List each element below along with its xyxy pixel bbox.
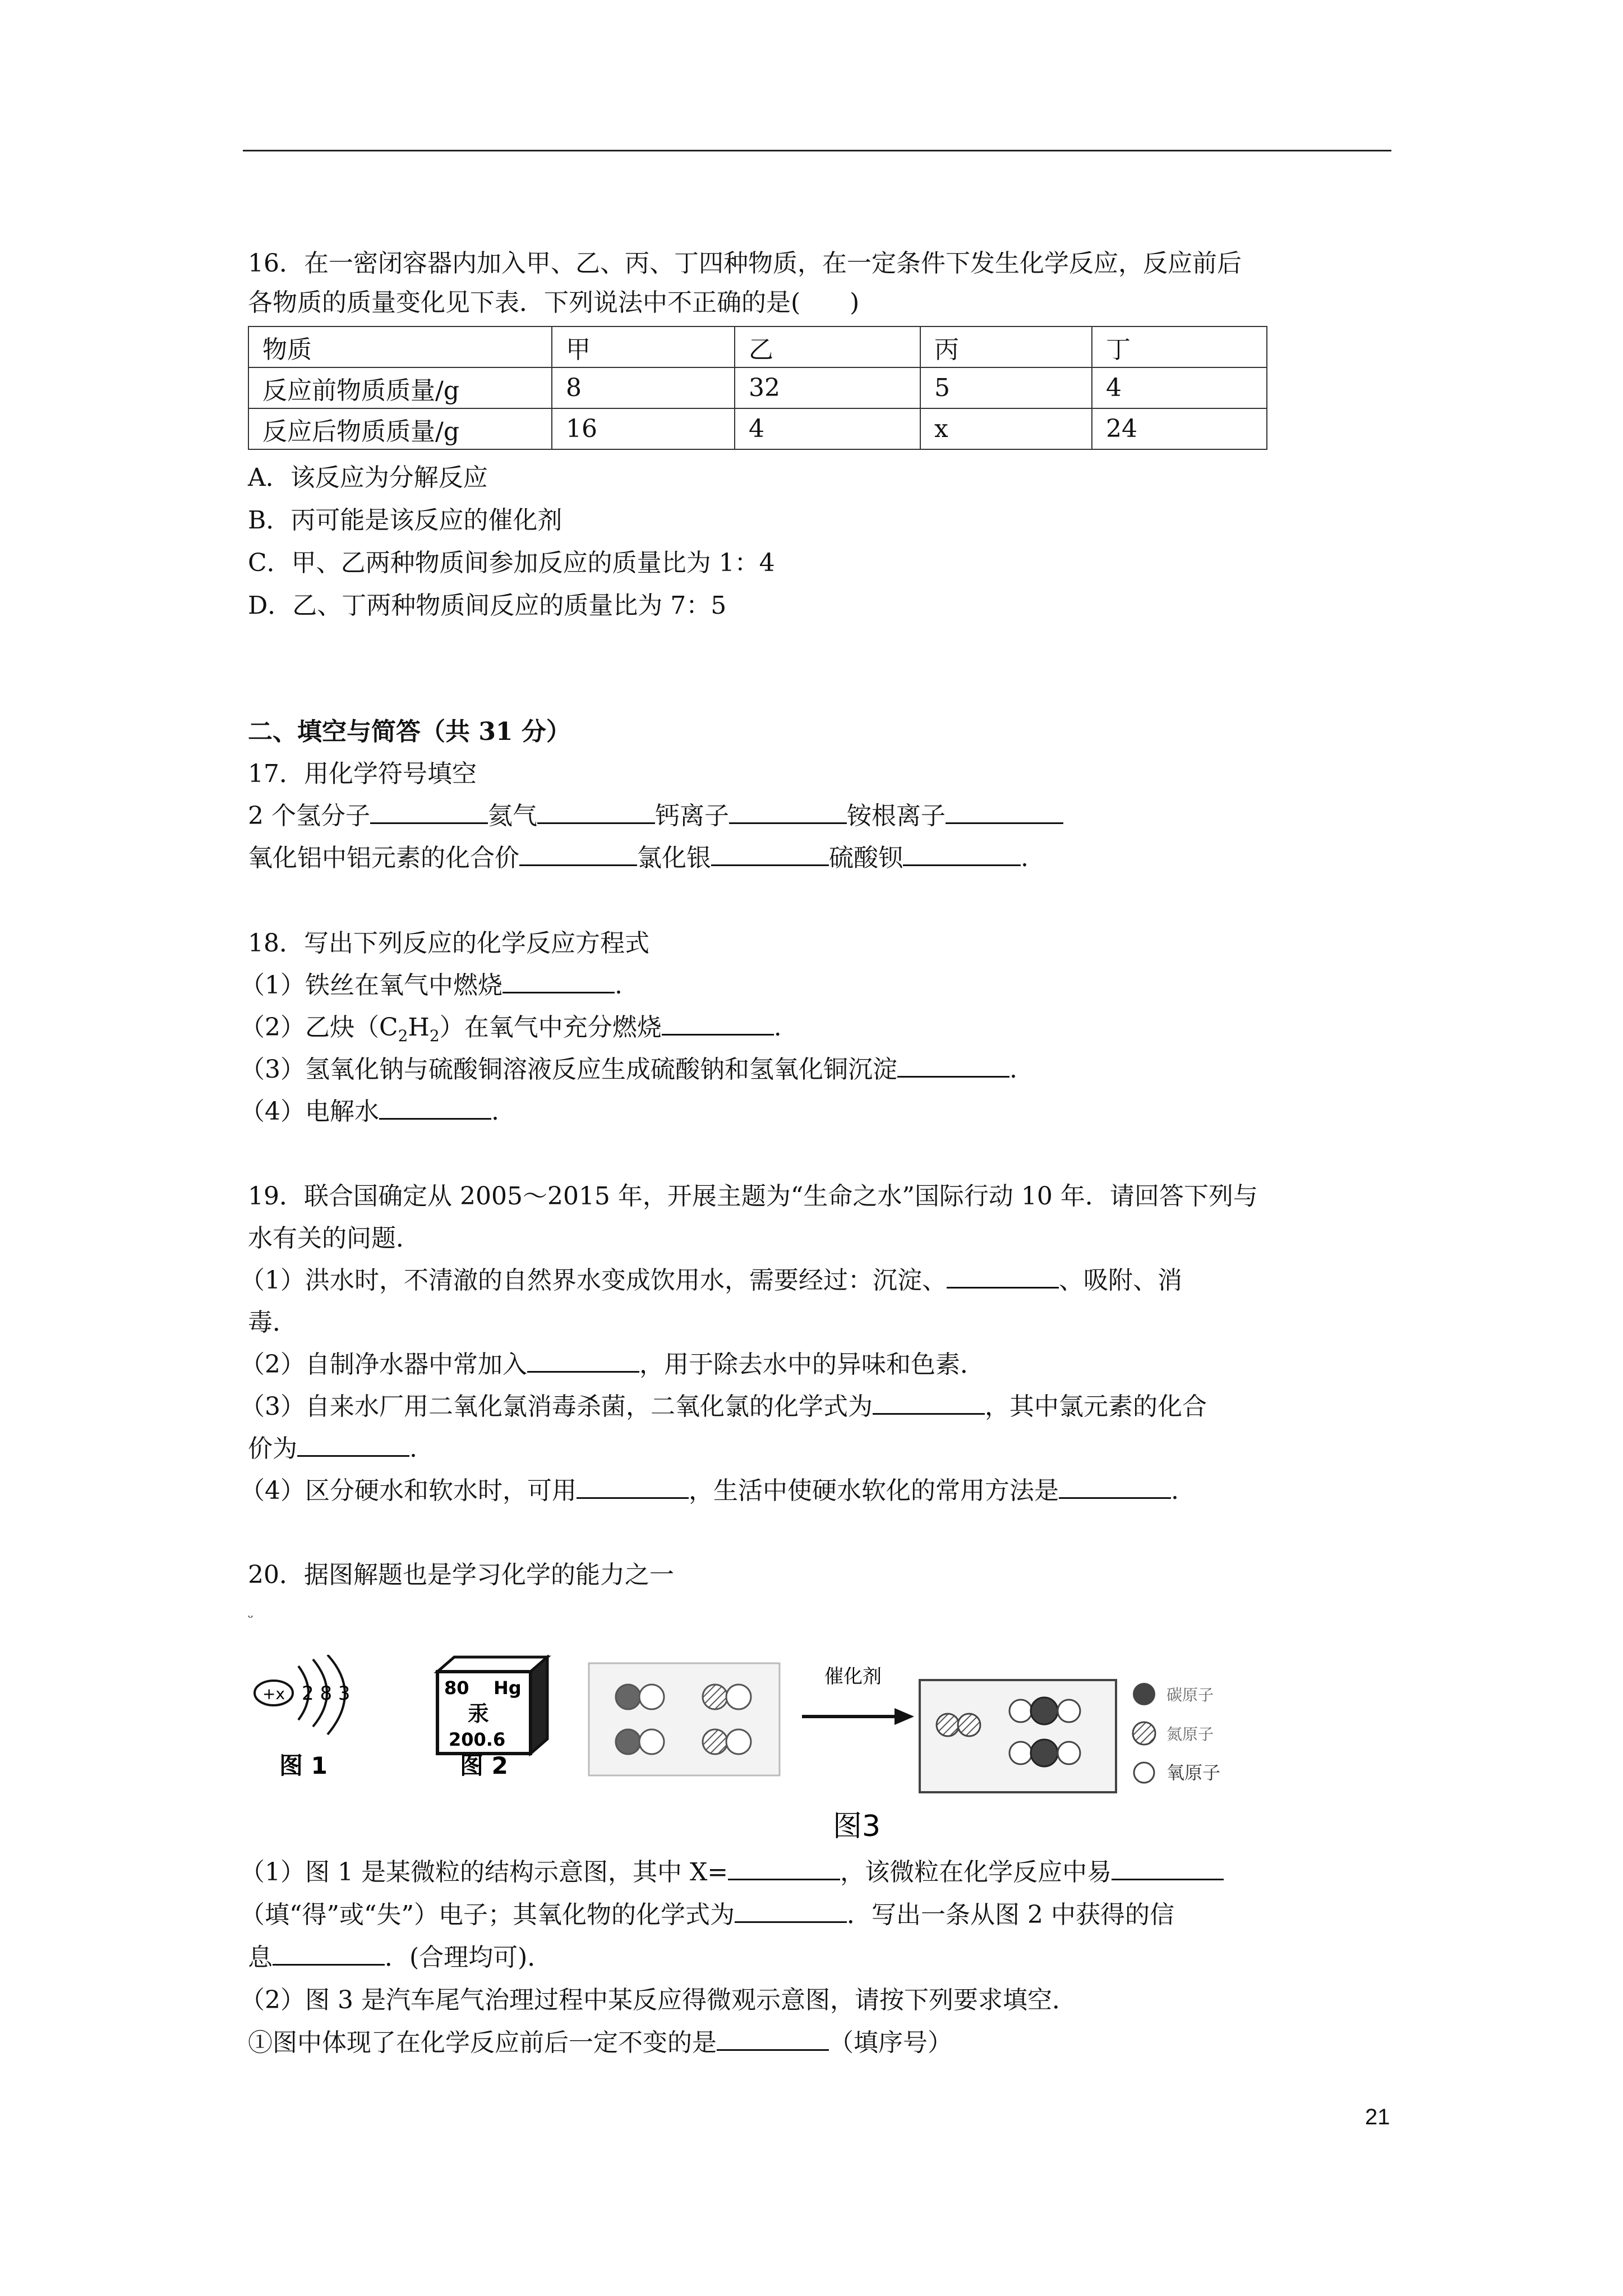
answer-blank[interactable]	[728, 1856, 840, 1880]
q20-part3	[248, 2026, 952, 2060]
q20-text: ，该微粒在化学反应中易	[840, 1858, 1112, 1887]
q17-line2	[248, 841, 1029, 875]
figure-1-atom-diagram	[247, 1655, 376, 1778]
answer-blank[interactable]	[903, 842, 1021, 866]
q16-option-b: B．丙可能是该反应的催化剂	[248, 506, 562, 535]
figure-2-element-card	[432, 1655, 561, 1778]
legend-label: 氮原子	[1166, 1725, 1214, 1743]
nucleus-label: +x	[262, 1685, 285, 1703]
table-cell: 乙	[735, 326, 920, 367]
answer-blank[interactable]	[297, 1433, 409, 1457]
q19-text: （3）自来水厂用二氧化氯消毒杀菌，二氧化氯的化学式为	[240, 1392, 873, 1421]
q19-part3	[240, 1390, 1207, 1424]
figure-3-reaction-diagram	[583, 1658, 1290, 1843]
oxygen-atom	[1058, 1700, 1080, 1722]
q19-part1-cont: 毒．	[248, 1308, 297, 1337]
q19-text: 价为	[248, 1434, 297, 1463]
q17-item: 氦气	[487, 802, 537, 830]
answer-blank[interactable]	[519, 842, 637, 866]
q20-text: （1）图 1 是某微粒的结构示意图，其中 X=	[240, 1858, 728, 1887]
arrow-head-icon	[895, 1708, 914, 1725]
figure-2-caption: 图 2	[460, 1752, 508, 1778]
legend-label: 碳原子	[1166, 1686, 1214, 1704]
carbon-atom	[1031, 1697, 1058, 1724]
q17-title: 17．用化学符号填空	[248, 760, 477, 788]
answer-blank[interactable]	[662, 1011, 774, 1036]
q18-item-end: .	[491, 1097, 499, 1126]
oxygen-atom	[726, 1685, 751, 1709]
q16-table	[248, 326, 1267, 450]
legend-nitrogen-icon	[1133, 1722, 1155, 1745]
q20-text: ．写出一条从图 2 中获得的信	[846, 1901, 1174, 1929]
q19-text: .	[1171, 1476, 1179, 1505]
q17-item: 钙离子	[654, 802, 729, 830]
answer-blank[interactable]	[379, 1096, 491, 1120]
q19-line1: 19．联合国确定从 2005～2015 年，开展主题为“生命之水”国际行动 10 年．请回答下列与	[248, 1182, 1258, 1211]
nitrogen-atom	[937, 1714, 959, 1736]
q20-text: （填序号）	[829, 2028, 952, 2057]
q19-text: ，其中氯元素的化合	[985, 1392, 1207, 1421]
figure-1-caption: 图 1	[279, 1752, 328, 1778]
table-cell: 24	[1092, 408, 1267, 449]
oxygen-atom	[1058, 1742, 1080, 1764]
q16-option-d: D．乙、丁两种物质间反应的质量比为 7：5	[248, 591, 727, 620]
subscript: 2	[429, 1026, 440, 1045]
carbon-atom	[616, 1685, 640, 1709]
table-header-row	[248, 326, 1267, 367]
answer-blank[interactable]	[502, 969, 615, 993]
q17-end: .	[1021, 844, 1029, 872]
oxygen-atom	[726, 1729, 751, 1754]
table-cell: 丁	[1092, 326, 1267, 367]
legend-carbon-icon	[1133, 1683, 1155, 1705]
q19-text: （2）自制净水器中常加入	[240, 1350, 527, 1379]
oxygen-atom	[1009, 1700, 1032, 1722]
answer-blank[interactable]	[1059, 1475, 1171, 1499]
card-side	[531, 1657, 547, 1754]
q20-text: （填“得”或“失”）电子；其氧化物的化学式为	[240, 1901, 735, 1929]
table-cell: 物质	[248, 326, 552, 367]
q19-text: （1）洪水时，不清澈的自然界水变成饮用水，需要经过：沉淀、	[240, 1266, 947, 1295]
q18-item-4	[240, 1095, 499, 1129]
table-cell: x	[920, 408, 1092, 449]
q20-part1-line2	[240, 1898, 1174, 1932]
legend-oxygen-icon	[1134, 1763, 1154, 1783]
q16-option-a: A．该反应为分解反应	[248, 463, 488, 492]
q20-text: ①图中体现了在化学反应前后一定不变的是	[248, 2028, 717, 2057]
answer-blank[interactable]	[577, 1475, 689, 1499]
table-cell: 反应前物质质量/g	[248, 367, 552, 408]
q19-text: （4）区分硬水和软水时，可用	[240, 1476, 577, 1505]
table-cell: 8	[552, 367, 735, 408]
q20-title: 20．据图解题也是学习化学的能力之一	[248, 1561, 674, 1589]
q17-line1	[248, 799, 1063, 833]
q16-option-c: C．甲、乙两种物质间参加反应的质量比为 1：4	[248, 549, 775, 577]
answer-blank[interactable]	[897, 1053, 1009, 1078]
q18-item-end: .	[1009, 1055, 1017, 1084]
catalyst-label: 催化剂	[824, 1665, 882, 1688]
answer-blank[interactable]	[735, 1899, 847, 1923]
q16-line1: 16．在一密闭容器内加入甲、乙、丙、丁四种物质，在一定条件下发生化学反应，反应前后	[248, 249, 1242, 278]
answer-blank[interactable]	[537, 800, 655, 824]
q18-item-1	[240, 969, 623, 1002]
q17-item: 铵根离子	[846, 802, 946, 830]
q18-item-end: .	[773, 1013, 782, 1042]
q20-part1	[240, 1856, 1224, 1889]
q17-item: 2 个氢分子	[248, 802, 370, 830]
q17-item: 氧化铝中铝元素的化合价	[248, 844, 519, 872]
q18-item-text: （2）乙炔（C	[240, 1013, 398, 1042]
subscript: 2	[398, 1026, 408, 1045]
atomic-mass: 200.6	[449, 1729, 506, 1750]
q20-text: ．(合理均可)．	[385, 1943, 552, 1972]
table-cell: 4	[1092, 367, 1267, 408]
answer-blank[interactable]	[947, 1264, 1059, 1289]
q18-title: 18．写出下列反应的化学反应方程式	[248, 929, 649, 958]
answer-blank[interactable]	[273, 1941, 385, 1966]
q19-part4	[240, 1474, 1179, 1508]
table-cell: 反应后物质质量/g	[248, 408, 552, 449]
nitrogen-atom	[958, 1714, 980, 1736]
oxygen-atom	[1009, 1742, 1032, 1764]
q19-text: ，生活中使硬水软化的常用方法是	[689, 1476, 1059, 1505]
section-heading: 二、填空与简答（共 31 分）	[248, 717, 571, 746]
answer-blank[interactable]	[527, 1349, 639, 1373]
q19-text: .	[409, 1434, 417, 1463]
answer-blank[interactable]	[946, 800, 1063, 824]
table-cell: 16	[552, 408, 735, 449]
element-symbol: Hg	[494, 1677, 522, 1699]
small-mark: ᵕ	[248, 1610, 253, 1626]
atomic-number: 80	[444, 1677, 469, 1699]
q19-line2: 水有关的问题．	[248, 1224, 421, 1253]
table-cell: 丙	[920, 326, 1092, 367]
q17-item: 氯化银	[637, 844, 711, 872]
answer-blank[interactable]	[717, 2027, 829, 2051]
oxygen-atom	[639, 1729, 664, 1754]
q19-part2	[240, 1348, 985, 1382]
q19-part3-cont	[248, 1432, 417, 1466]
q18-item-2	[240, 1011, 782, 1053]
nitrogen-atom	[703, 1685, 727, 1709]
q18-item-text: H	[408, 1013, 430, 1042]
q19-part1	[240, 1264, 1182, 1297]
q20-part2: （2）图 3 是汽车尾气治理过程中某反应得微观示意图，请按下列要求填空．	[240, 1986, 1077, 2014]
q17-item: 硫酸钡	[829, 844, 903, 872]
q18-item-text: （3）氢氧化钠与硫酸铜溶液反应生成硫酸钠和氢氧化铜沉淀	[240, 1055, 897, 1084]
element-name: 汞	[468, 1701, 490, 1726]
answer-blank[interactable]	[873, 1391, 985, 1415]
q20-text: 息	[248, 1943, 273, 1972]
reactants-box	[589, 1663, 780, 1775]
q18-item-text: （4）电解水	[240, 1097, 379, 1126]
table-cell: 32	[735, 367, 920, 408]
table-cell: 甲	[552, 326, 735, 367]
nitrogen-atom	[703, 1729, 727, 1754]
figure-3-caption: 图3	[833, 1810, 881, 1843]
carbon-atom	[616, 1729, 640, 1754]
q18-item-3	[240, 1053, 1017, 1087]
answer-blank[interactable]	[370, 800, 488, 824]
header-rule	[243, 150, 1391, 151]
answer-blank[interactable]	[1112, 1856, 1224, 1880]
q20-part1-line3	[248, 1941, 552, 1975]
q18-item-text: （1）铁丝在氧气中燃烧	[240, 971, 502, 1000]
page-number: 21	[1365, 2105, 1390, 2129]
shell-electrons: 2 8 3	[302, 1682, 351, 1705]
q18-item-end: .	[615, 971, 623, 1000]
table-cell: 4	[735, 408, 920, 449]
table-cell: 5	[920, 367, 1092, 408]
answer-blank[interactable]	[711, 842, 829, 866]
q18-item-text: ）在氧气中充分燃烧	[439, 1013, 662, 1042]
card-top	[437, 1657, 547, 1672]
q19-text: ，用于除去水中的异味和色素．	[639, 1350, 985, 1379]
q16-line2: 各物质的质量变化见下表．下列说法中不正确的是( )	[248, 288, 860, 317]
answer-blank[interactable]	[729, 800, 847, 824]
table-row	[248, 367, 1267, 408]
oxygen-atom	[639, 1685, 664, 1709]
table-row	[248, 408, 1267, 449]
carbon-atom	[1031, 1740, 1058, 1766]
q19-text: 、吸附、消	[1059, 1266, 1182, 1295]
legend-label: 氧原子	[1166, 1762, 1221, 1783]
